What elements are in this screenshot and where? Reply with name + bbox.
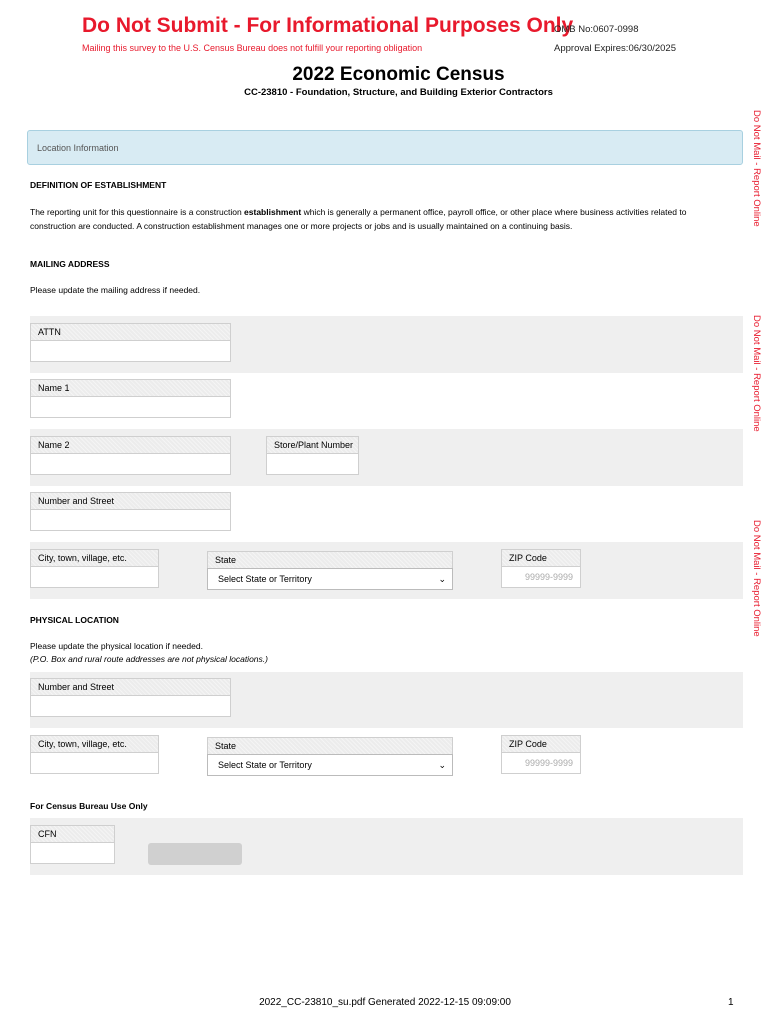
side-notice-1: Do Not Mail - Report Online <box>751 110 762 227</box>
name2-input[interactable] <box>30 453 231 475</box>
approval-expiry: Approval Expires:06/30/2025 <box>554 43 676 54</box>
definition-text: The reporting unit for this questionnaire is a construction establishment which is generally a permanent office, payroll office, or other place where business activities related to construction are conducted. A construction establishment manages one or more projects or jobs and is usually maintained on a continuing basis. <box>30 207 687 231</box>
mailing-zip-label: ZIP Code <box>501 549 581 566</box>
attn-field <box>30 323 231 362</box>
physical-city-label: City, town, village, etc. <box>30 735 159 752</box>
attn-input[interactable] <box>30 340 231 362</box>
physical-city-input[interactable] <box>30 752 159 774</box>
location-info-label: Location Information <box>37 143 119 153</box>
side-notice-2: Do Not Mail - Report Online <box>751 315 762 432</box>
mailing-state-value: Select State or Territory <box>218 574 312 584</box>
form-subtitle: CC-23810 - Foundation, Structure, and Building Exterior Contractors <box>244 87 553 98</box>
name1-field <box>30 379 231 418</box>
warning-title: Do Not Submit - For Informational Purposes Only <box>82 14 574 37</box>
physical-state-select[interactable] <box>207 754 453 776</box>
band-cfn <box>30 818 743 875</box>
cfn-field <box>30 825 115 864</box>
physical-state-field <box>207 737 453 776</box>
cfn-input <box>30 842 115 864</box>
attn-label: ATTN <box>30 323 231 340</box>
cfn-label: CFN <box>30 825 115 842</box>
physical-zip-input[interactable]: 99999-9999 <box>501 752 581 774</box>
chevron-down-icon: ⌄ <box>438 760 446 770</box>
mailing-heading: MAILING ADDRESS <box>30 259 110 269</box>
mailing-zip-input[interactable]: 99999-9999 <box>501 566 581 588</box>
store-label: Store/Plant Number <box>266 436 359 453</box>
definition-heading: DEFINITION OF ESTABLISHMENT <box>30 180 167 190</box>
mailing-street-field <box>30 492 231 531</box>
store-input[interactable] <box>266 453 359 475</box>
mailing-state-label: State <box>207 551 453 568</box>
mailing-zip-field <box>501 549 581 588</box>
name2-field <box>30 436 231 475</box>
mailing-state-field <box>207 551 453 590</box>
physical-street-label: Number and Street <box>30 678 231 695</box>
name2-label: Name 2 <box>30 436 231 453</box>
page-number: 1 <box>728 997 734 1008</box>
physical-city-field <box>30 735 159 774</box>
physical-instruction: Please update the physical location if needed. <box>30 641 203 651</box>
census-use-heading: For Census Bureau Use Only <box>30 801 148 811</box>
footer-generated: 2022_CC-23810_su.pdf Generated 2022-12-15 09:09:00 <box>259 997 511 1008</box>
mailing-city-input[interactable] <box>30 566 159 588</box>
physical-street-input[interactable] <box>30 695 231 717</box>
physical-heading: PHYSICAL LOCATION <box>30 615 119 625</box>
mailing-state-select[interactable] <box>207 568 453 590</box>
store-field <box>266 436 359 475</box>
mailing-street-label: Number and Street <box>30 492 231 509</box>
physical-note: (P.O. Box and rural route addresses are not physical locations.) <box>30 654 268 664</box>
physical-state-label: State <box>207 737 453 754</box>
physical-zip-label: ZIP Code <box>501 735 581 752</box>
omb-number: OMB No:0607-0998 <box>554 24 639 35</box>
page-title: 2022 Economic Census <box>292 64 505 85</box>
physical-zip-field <box>501 735 581 774</box>
mailing-city-label: City, town, village, etc. <box>30 549 159 566</box>
location-info-bar <box>27 130 743 165</box>
name1-label: Name 1 <box>30 379 231 396</box>
physical-street-field <box>30 678 231 717</box>
side-notice-3: Do Not Mail - Report Online <box>751 520 762 637</box>
mailing-street-input[interactable] <box>30 509 231 531</box>
warning-subtitle: Mailing this survey to the U.S. Census Bureau does not fulfill your reporting obligation <box>82 43 423 53</box>
mailing-city-field <box>30 549 159 588</box>
name1-input[interactable] <box>30 396 231 418</box>
physical-state-value: Select State or Territory <box>218 760 312 770</box>
chevron-down-icon: ⌄ <box>438 574 446 584</box>
mailing-instruction: Please update the mailing address if needed. <box>30 285 201 295</box>
cfn-secondary-box <box>148 843 242 865</box>
